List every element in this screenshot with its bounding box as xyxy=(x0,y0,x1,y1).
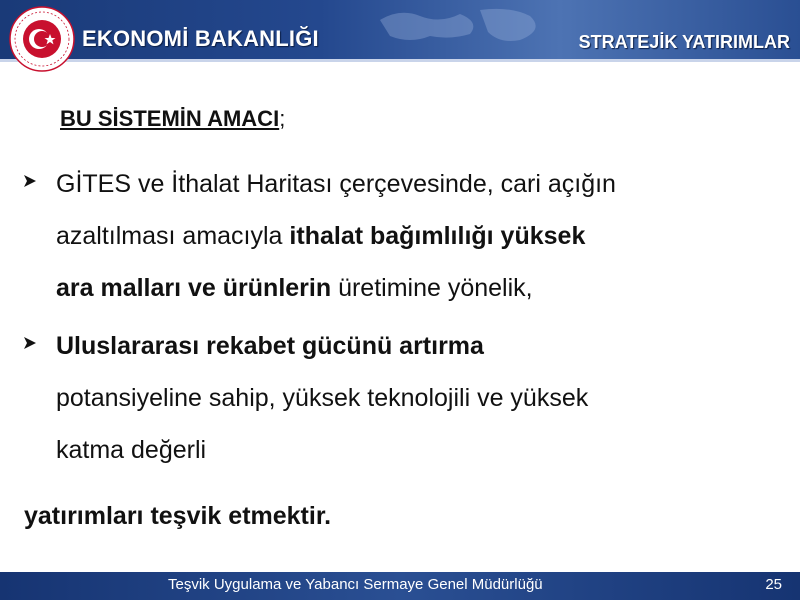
header-bar xyxy=(0,0,800,62)
bullet-1-line-2-plain: azaltılması amacıyla xyxy=(56,222,290,250)
arrowhead-bullet-icon xyxy=(22,173,38,189)
arrowhead-bullet-icon xyxy=(22,335,38,351)
section-title: STRATEJİK YATIRIMLAR xyxy=(578,32,790,52)
world-map-watermark xyxy=(360,0,560,62)
bullet-1-line-3-plain: üretimine yönelik, xyxy=(331,274,533,302)
ministry-title: EKONOMİ BAKANLIĞI xyxy=(82,26,319,51)
heading-text: BU SİSTEMİN AMACI xyxy=(60,106,280,131)
heading-suffix: ; xyxy=(279,106,286,131)
bullet-2-line-2: potansiyeline sahip, yüksek teknolojili ve yüksek xyxy=(56,384,589,412)
footer-bar xyxy=(0,572,800,600)
bullet-1-line-2 xyxy=(56,210,756,262)
footer-department: Teşvik Uygulama ve Yabancı Sermaye Genel Müdürlüğü xyxy=(168,576,543,593)
bullet-1-line-3-bold: ara malları ve ürünlerin xyxy=(56,274,332,302)
bullet-2-line-1-bold: Uluslararası rekabet gücünü artırma xyxy=(56,332,484,360)
bullet-2-line-3: katma değerli xyxy=(56,436,207,464)
bullet-2-text xyxy=(56,320,756,476)
ministry-logo-icon xyxy=(8,5,76,73)
page-number: 25 xyxy=(765,576,782,593)
bullet-1-line-1: GİTES ve İthalat Haritası çerçevesinde, cari açığın xyxy=(56,170,616,198)
bullet-2-line-1 xyxy=(56,320,756,372)
bullet-1-line-3 xyxy=(56,262,756,314)
bullet-1-line-2-bold: ithalat bağımlılığı yüksek xyxy=(289,222,586,250)
slide-content xyxy=(0,62,800,572)
slide-heading xyxy=(60,106,285,132)
closing-line: yatırımları teşvik etmektir. xyxy=(24,502,332,530)
bullet-1-text xyxy=(56,158,756,314)
